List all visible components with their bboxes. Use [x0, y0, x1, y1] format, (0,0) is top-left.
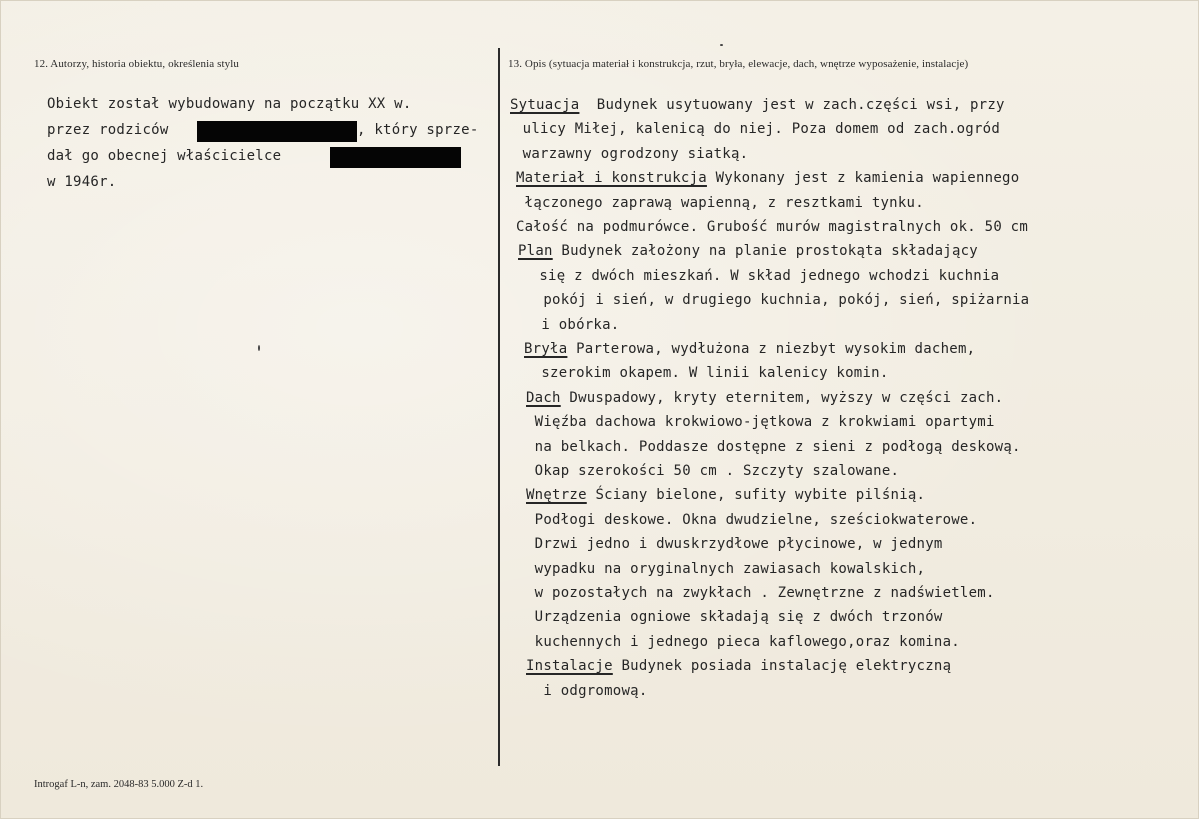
description-line: [516, 219, 1028, 235]
section-heading: Plan: [518, 243, 553, 260]
description-line: [518, 243, 978, 259]
description-line: [516, 195, 924, 211]
paper-mark: [258, 345, 260, 351]
description-line: [526, 609, 943, 625]
description-line: [526, 414, 995, 430]
redaction-bar: [330, 147, 461, 168]
line-text: szerokim okapem. W linii kalenicy komin.: [524, 365, 889, 382]
description-line: [524, 341, 975, 357]
line-text: Budynek posiada instalację elektryczną: [612, 658, 952, 675]
line-text: ulicy Miłej, kalenicą do niej. Poza domem od zach.ogród: [514, 121, 1001, 138]
description-line: [514, 146, 748, 162]
section-heading: Bryła: [524, 341, 568, 357]
left-line-1: Obiekt został wybudowany na początku XX w.: [47, 96, 412, 112]
section-heading: Wnętrze: [526, 487, 587, 504]
line-text: Wykonany jest z kamienia wapiennego: [706, 170, 1020, 187]
column-divider: [498, 48, 500, 766]
description-line: [526, 536, 943, 552]
description-line: [522, 268, 999, 284]
line-text: Urządzenia ogniowe składają się z dwóch trzonów: [526, 609, 943, 626]
description-line: [526, 390, 1003, 406]
line-text: Budynek usytuowany jest w zach.części wsi, przy: [579, 97, 1005, 113]
description-line: [526, 487, 925, 503]
line-text: Podłogi deskowe. Okna dwudzielne, sześciokwaterowe.: [526, 511, 978, 528]
line-text: Budynek założony na planie prostokąta składający: [552, 243, 978, 260]
line-text: pokój i sień, w drugiego kuchnia, pokój, sień, spiżarnia: [526, 292, 1030, 309]
description-line: [514, 121, 1000, 137]
left-line-2b: , który sprze-: [357, 122, 479, 138]
section-heading: Instalacje: [526, 658, 613, 675]
line-text: Dwuspadowy, kryty eternitem, wyższy w części zach.: [560, 389, 1004, 406]
description-line: [526, 292, 1029, 308]
line-text: na belkach. Poddasze dostępne z sieni z podłogą deskową.: [526, 438, 1021, 455]
line-text: i odgromową.: [526, 682, 648, 699]
section-heading: Sytuacja: [510, 97, 580, 113]
description-line: [526, 658, 951, 674]
line-text: Drzwi jedno i dwuskrzydłowe płycinowe, w jednym: [526, 536, 943, 553]
description-line: [524, 317, 619, 333]
redaction-bar: [197, 121, 357, 142]
description-line: [526, 463, 899, 479]
print-footer: Introgaf L-n, zam. 2048-83 5.000 Z-d 1.: [34, 779, 204, 790]
line-text: wypadku na oryginalnych zawiasach kowalskich,: [526, 560, 926, 577]
description-line: [526, 439, 1021, 455]
left-line-3a: dał go obecnej właścicielce: [47, 148, 282, 164]
description-line: [510, 97, 1005, 113]
line-text: Okap szerokości 50 cm . Szczyty szalowane.: [526, 463, 900, 479]
line-text: w pozostałych na zwykłach . Zewnętrzne z nadświetlem.: [526, 585, 995, 601]
description-line: [526, 512, 977, 528]
left-line-4: w 1946r.: [47, 174, 117, 190]
section-header-authors: 12. Autorzy, historia obiektu, określenia stylu: [34, 58, 240, 70]
line-text: i obórka.: [524, 316, 620, 333]
description-line: [526, 585, 995, 601]
description-line: [516, 170, 1019, 186]
line-text: Całość na podmurówce. Grubość murów magistralnych ok. 50 cm: [516, 219, 1029, 235]
line-text: się z dwóch mieszkań. W skład jednego wchodzi kuchnia: [522, 267, 1000, 284]
description-line: [526, 634, 960, 650]
line-text: warzawny ogrodzony siatką.: [514, 145, 749, 162]
description-line: [526, 683, 648, 699]
paper-mark: [720, 44, 723, 46]
line-text: Parterowa, wydłużona z niezbyt wysokim dachem,: [567, 341, 976, 357]
line-text: Więźba dachowa krokwiowo-jętkowa z krokwiami opartymi: [526, 414, 995, 431]
section-heading: Materiał i konstrukcja: [516, 170, 707, 187]
section-heading: Dach: [526, 389, 561, 406]
left-line-2a: przez rodziców: [47, 122, 169, 138]
line-text: kuchennych i jednego pieca kaflowego,oraz komina.: [526, 633, 960, 650]
section-header-description: 13. Opis (sytuacja materiał i konstrukcja, rzut, bryła, elewacje, dach, wnętrze wyposażenie, instalacje): [508, 58, 969, 70]
line-text: łączonego zaprawą wapienną, z resztkami tynku.: [516, 194, 924, 211]
line-text: Ściany bielone, sufity wybite pilśnią.: [586, 487, 926, 504]
description-line: [524, 365, 889, 381]
description-line: [526, 561, 925, 577]
